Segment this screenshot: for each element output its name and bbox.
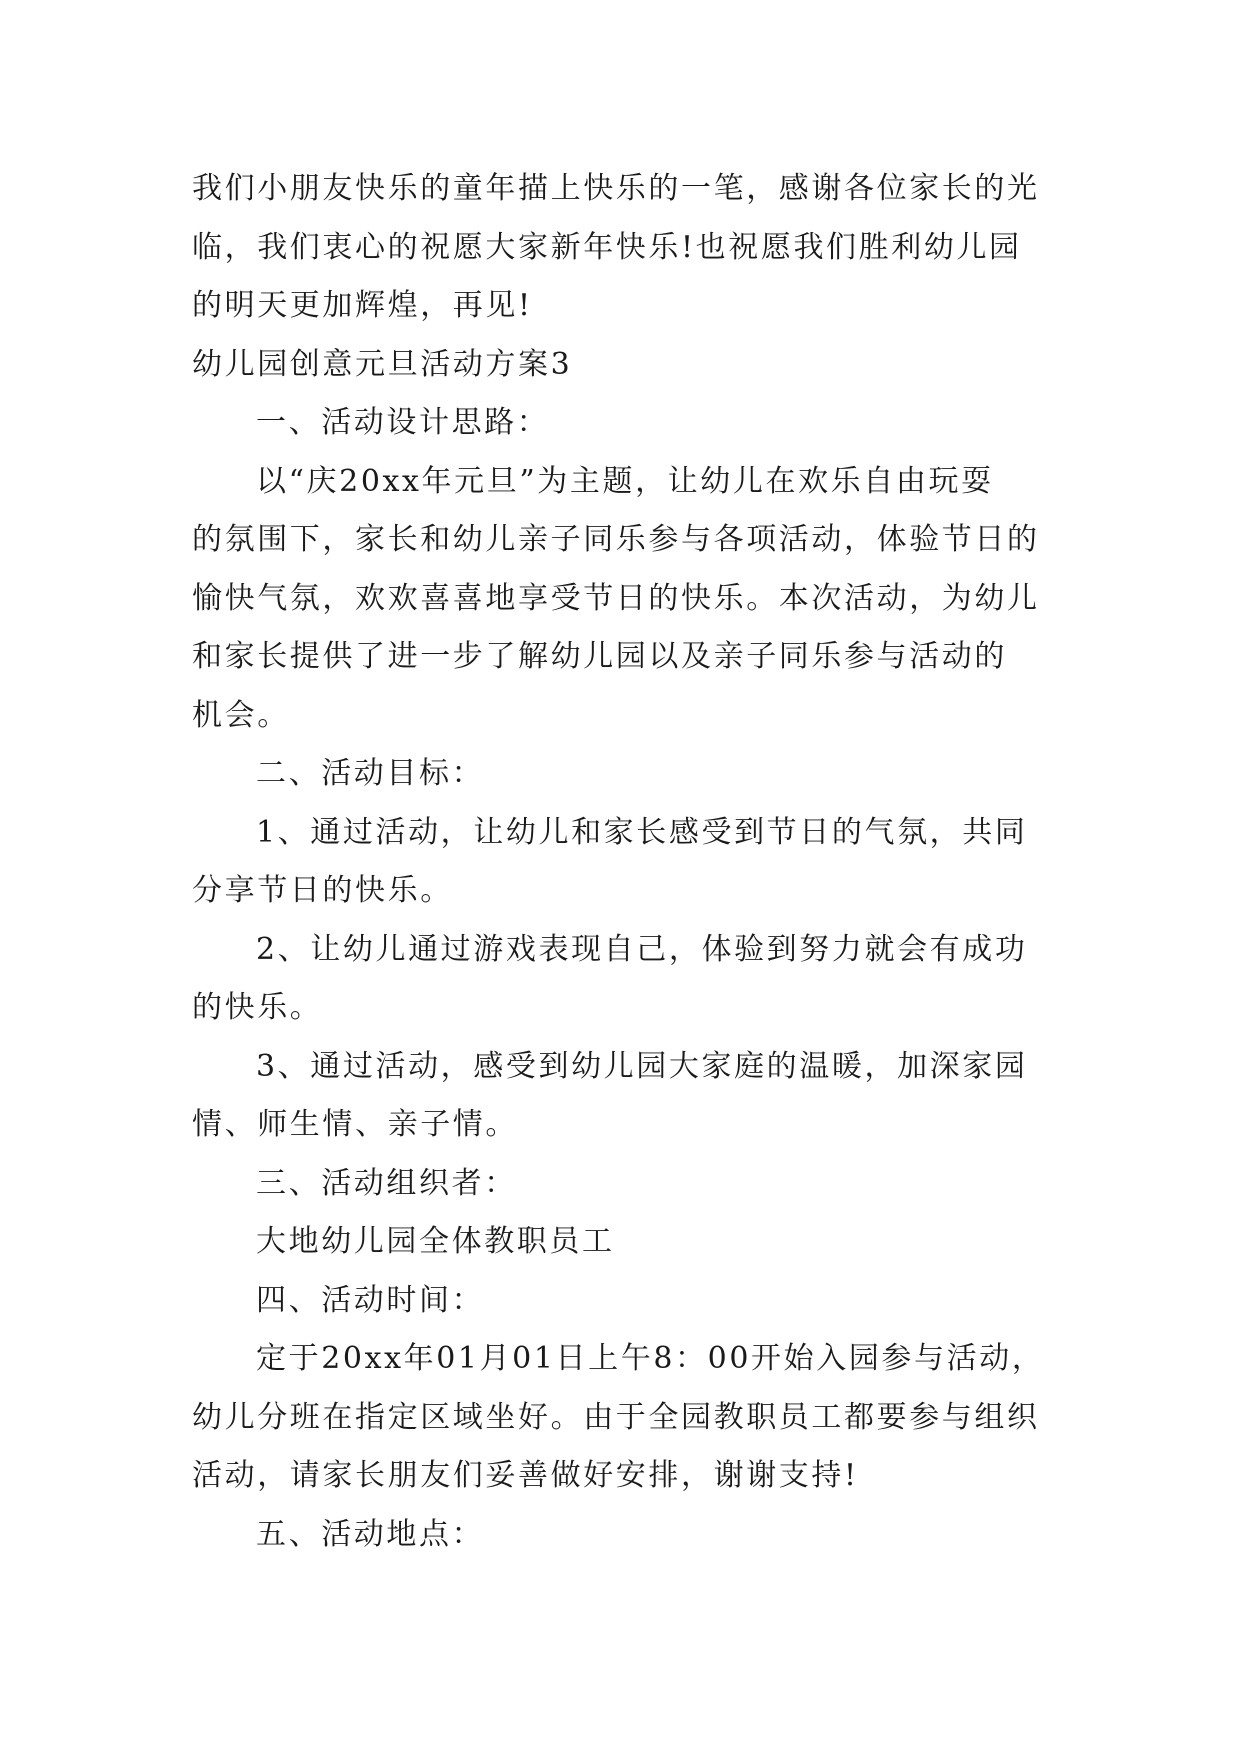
paragraph-line: 情、师生情、亲子情。	[192, 1107, 518, 1142]
paragraph-line: 机会。	[192, 697, 290, 733]
paragraph-line: 和家长提供了进一步了解幼儿园以及亲子同乐参与活动的	[192, 639, 1007, 674]
paragraph-line: 的明天更加辉煌，再见!	[192, 288, 533, 323]
section-title: 幼儿园创意元旦活动方案3	[192, 346, 573, 382]
paragraph-line: 临，我们衷心的祝愿大家新年快乐!也祝愿我们胜利幼儿园	[192, 229, 1022, 265]
paragraph-line: 我们小朋友快乐的童年描上快乐的一笔，感谢各位家长的光	[192, 171, 1040, 206]
heading-organizer: 三、活动组织者：	[256, 1165, 517, 1201]
paragraph-line: 幼儿分班在指定区域坐好。由于全园教职员工都要参与组织	[192, 1399, 1040, 1435]
paragraph-line: 3、通过活动，感受到幼儿园大家庭的温暖，加深家园	[256, 1048, 1028, 1084]
paragraph-line: 的氛围下，家长和幼儿亲子同乐参与各项活动，体验节日的	[192, 522, 1040, 557]
heading-design-idea: 一、活动设计思路：	[256, 405, 550, 440]
heading-time: 四、活动时间：	[256, 1282, 485, 1318]
heading-goals: 二、活动目标：	[256, 756, 485, 791]
paragraph-line: 愉快气氛，欢欢喜喜地享受节日的快乐。本次活动，为幼儿	[192, 580, 1040, 616]
heading-location: 五、活动地点：	[256, 1516, 485, 1552]
paragraph-line: 以“庆20xx年元旦”为主题，让幼儿在欢乐自由玩耍	[256, 463, 994, 499]
paragraph-line: 大地幼儿园全体教职员工	[256, 1224, 615, 1259]
paragraph-line: 活动，请家长朋友们妥善做好安排，谢谢支持!	[192, 1458, 859, 1493]
document-body	[192, 160, 1052, 1564]
paragraph-line: 1、通过活动，让幼儿和家长感受到节日的气氛，共同	[256, 814, 1028, 850]
paragraph-line: 2、让幼儿通过游戏表现自己，体验到努力就会有成功	[256, 931, 1028, 967]
paragraph-line: 定于20xx年01月01日上午8：00开始入园参与活动，	[256, 1341, 1045, 1376]
paragraph-line: 的快乐。	[192, 990, 323, 1025]
paragraph-line: 分享节日的快乐。	[192, 873, 453, 908]
